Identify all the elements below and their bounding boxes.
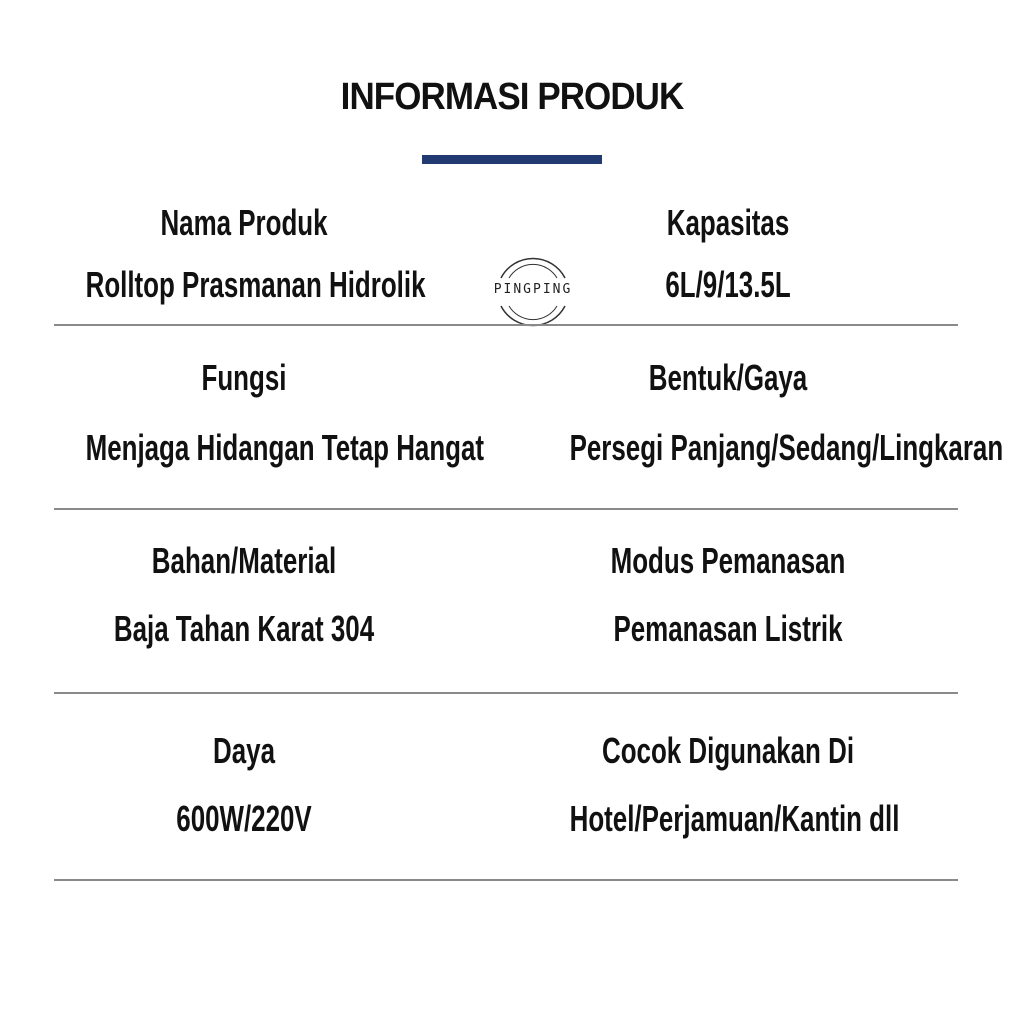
row-divider [54,508,958,510]
row-divider [54,692,958,694]
spec-heating-mode [508,541,948,649]
spec-label: Bentuk/Gaya [648,357,808,398]
spec-value: Persegi Panjang/Sedang/Lingkaran [569,427,1004,468]
spec-value: 6L/9/13.5L [665,264,791,305]
spec-value: Menjaga Hidangan Tetap Hangat [85,427,485,468]
spec-label: Bahan/Material [151,540,337,581]
page-title: INFORMASI PRODUK [340,76,684,118]
spec-material [24,541,464,649]
row-divider [54,879,958,881]
spec-value: 600W/220V [176,798,312,839]
spec-label: Daya [213,730,275,771]
spec-power [24,731,464,839]
spec-label: Cocok Digunakan Di [601,730,855,771]
spec-label: Nama Produk [160,202,328,243]
brand-logo-text: PINGPING [493,282,573,297]
brand-logo [487,248,579,336]
spec-function [24,357,485,468]
spec-label: Kapasitas [666,202,790,243]
spec-shape [508,357,1004,468]
title-underline [422,155,602,164]
spec-label: Modus Pemanasan [610,540,846,581]
spec-value: Pemanasan Listrik [613,608,843,649]
row-divider [54,324,958,326]
spec-value: Rolltop Prasmanan Hidrolik [85,264,426,305]
spec-value: Hotel/Perjamuan/Kantin dll [569,798,900,839]
spec-label: Fungsi [201,357,287,398]
spec-value: Baja Tahan Karat 304 [113,608,375,649]
spec-name-product [24,203,464,305]
spec-suitable-for [508,731,948,839]
